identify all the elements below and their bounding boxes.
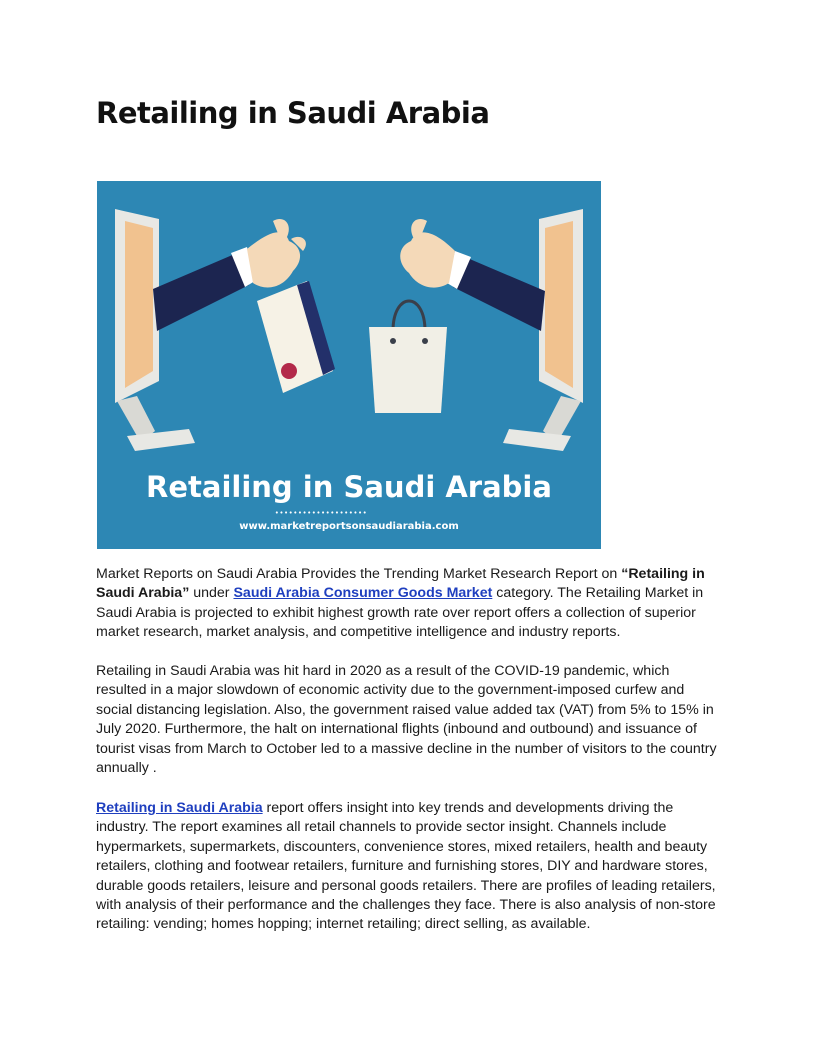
- intro-under: under: [189, 585, 234, 602]
- paragraph-intro: [96, 565, 721, 643]
- left-monitor-icon: [115, 209, 195, 451]
- paragraph-report: [96, 799, 721, 935]
- hero-banner-text: Retailing in Saudi Arabia: [146, 470, 552, 504]
- retailing-report-link[interactable]: Retailing in Saudi Arabia: [96, 800, 263, 816]
- intro-quoted-title: “Retailing in Saudi Arabia”: [96, 566, 705, 602]
- covid-text: Retailing in Saudi Arabia was hit hard in 2020 as a result of the COVID-19 pandemic, which resulted in a major slowdown of economic activity due to the government-imposed curfew and social distancing legislation. Also, the government raised value added tax (VAT) from 5% to 15% in July 2020. Furthermore, the halt on international flights (inbound and outbound) and issuance of tourist visas from March to October led to a massive decline in the number of visitors to the country annually .: [96, 663, 717, 777]
- right-monitor-icon: [503, 209, 583, 451]
- hero-illustration: [97, 181, 601, 549]
- shopping-bag-icon: [369, 301, 447, 413]
- hero-dots: ••••••••••••••••••••: [274, 509, 368, 517]
- report-rest: report offers insight into key trends and developments driving the industry. The report examines all retail channels to provide sector insight. Channels include hypermarkets, supermarkets, discounters, convenience stores, mixed retailers, health and beauty retailers, clothing and footwear retailers, furniture and furnishing stores, DIY and hardware stores, durable goods retailers, leisure and personal goods retailers. There are profiles of leading retailers, with analysis of their performance and the challenges they face. There is also analysis of non-store retailing: vending; homes hopping; internet retailing; direct selling, as available.: [96, 800, 716, 933]
- credit-card-icon: [257, 281, 335, 393]
- hero-url: www.marketreportsonsaudiarabia.com: [239, 521, 459, 532]
- hero-image: [97, 181, 601, 549]
- intro-lead: Market Reports on Saudi Arabia Provides the Trending Market Research Report on: [96, 566, 622, 582]
- paragraph-covid: [96, 662, 721, 778]
- page-title: Retailing in Saudi Arabia: [96, 96, 490, 130]
- intro-rest: category. The Retailing Market in Saudi Arabia is projected to exhibit highest growth rate over report offers a collection of superior market research, market analysis, and competitive intelligence and industry reports.: [96, 585, 704, 641]
- consumer-goods-market-link[interactable]: Saudi Arabia Consumer Goods Market: [233, 585, 493, 602]
